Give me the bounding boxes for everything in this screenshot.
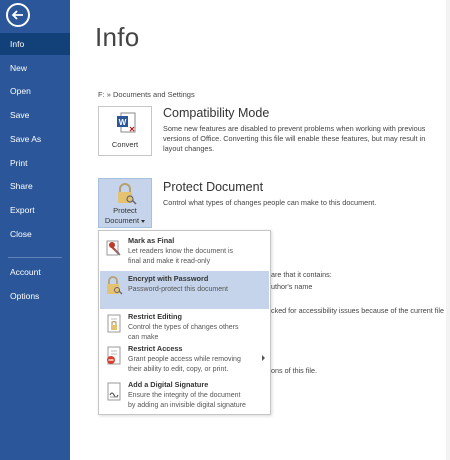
mark-final-desc: Let readers know the document is final and make it read-only — [128, 248, 234, 265]
protect-desc: Control what types of changes people can make to this document. — [163, 198, 377, 207]
inspect-text-fragment: are that it contains: — [271, 270, 332, 279]
nav-item-open[interactable]: Open — [10, 86, 31, 96]
word-document-icon — [116, 112, 136, 134]
menu-item-mark-as-final[interactable] — [100, 233, 269, 271]
document-lock-icon — [105, 314, 123, 334]
mark-final-title: Mark as Final — [128, 236, 175, 245]
submenu-arrow-icon — [262, 355, 265, 361]
digital-signature-title: Add a Digital Signature — [128, 380, 209, 389]
versions-text-fragment: ons of this file. — [271, 366, 317, 375]
menu-item-encrypt-with-password[interactable] — [100, 271, 269, 309]
protect-button-label-2: Document — [99, 216, 151, 225]
menu-item-add-digital-signature[interactable] — [100, 377, 269, 415]
svg-text:W: W — [118, 118, 127, 127]
page-title: Info — [95, 22, 140, 52]
nav-item-new[interactable]: New — [10, 63, 28, 73]
nav-item-export[interactable]: Export — [10, 205, 35, 215]
nav-item-save[interactable]: Save — [10, 110, 30, 120]
chevron-down-icon — [141, 220, 145, 223]
nav-item-info[interactable]: Info — [0, 33, 70, 55]
compatibility-title: Compatibility Mode — [163, 106, 270, 120]
restrict-access-desc: Grant people access while removing their ability to edit, copy, or print. — [128, 356, 241, 373]
restrict-editing-title: Restrict Editing — [128, 312, 182, 321]
backstage-sidebar — [0, 0, 70, 460]
encrypt-title: Encrypt with Password — [128, 274, 209, 283]
compatibility-desc-line1: Some new features are disabled to prevent problems when working with previous — [163, 124, 426, 133]
document-path: F: » Documents and Settings — [98, 90, 195, 99]
padlock-key-icon — [115, 183, 137, 205]
compatibility-desc-line3: layout changes. — [163, 144, 215, 153]
document-signature-icon — [105, 382, 123, 402]
digital-signature-desc: Ensure the integrity of the document by adding an invisible digital signature — [128, 392, 246, 409]
nav-item-print[interactable]: Print — [10, 158, 28, 168]
accessibility-text-fragment: cked for accessibility issues because of the current file — [271, 306, 444, 315]
protect-document-button[interactable] — [98, 178, 152, 228]
encrypt-desc: Password-protect this document — [128, 286, 228, 293]
protect-button-label-1: Protect — [113, 206, 137, 215]
restrict-editing-desc: Control the types of changes others can make — [128, 324, 239, 341]
padlock-key-icon — [105, 276, 123, 296]
sidebar-divider — [8, 257, 62, 258]
back-button[interactable] — [6, 3, 30, 27]
nav-item-share[interactable]: Share — [10, 181, 33, 191]
window-edge — [446, 0, 450, 460]
convert-button[interactable] — [98, 106, 152, 156]
restrict-access-title: Restrict Access — [128, 344, 183, 353]
convert-button-label: Convert — [111, 140, 139, 149]
ribbon-pen-icon — [105, 238, 123, 258]
protect-document-menu — [98, 230, 271, 415]
document-no-access-icon — [105, 346, 123, 366]
nav-item-close[interactable]: Close — [10, 229, 32, 239]
author-text-fragment: uthor's name — [271, 282, 313, 291]
nav-item-options[interactable]: Options — [10, 291, 40, 301]
nav-item-account[interactable]: Account — [10, 267, 41, 277]
protect-title: Protect Document — [163, 180, 264, 194]
compatibility-desc-line2: versions of Office. Converting this file will enable these features, but may result in — [163, 134, 426, 143]
menu-item-restrict-access[interactable] — [100, 341, 269, 379]
nav-item-save-as[interactable]: Save As — [10, 134, 42, 144]
back-arrow-icon — [11, 8, 25, 22]
